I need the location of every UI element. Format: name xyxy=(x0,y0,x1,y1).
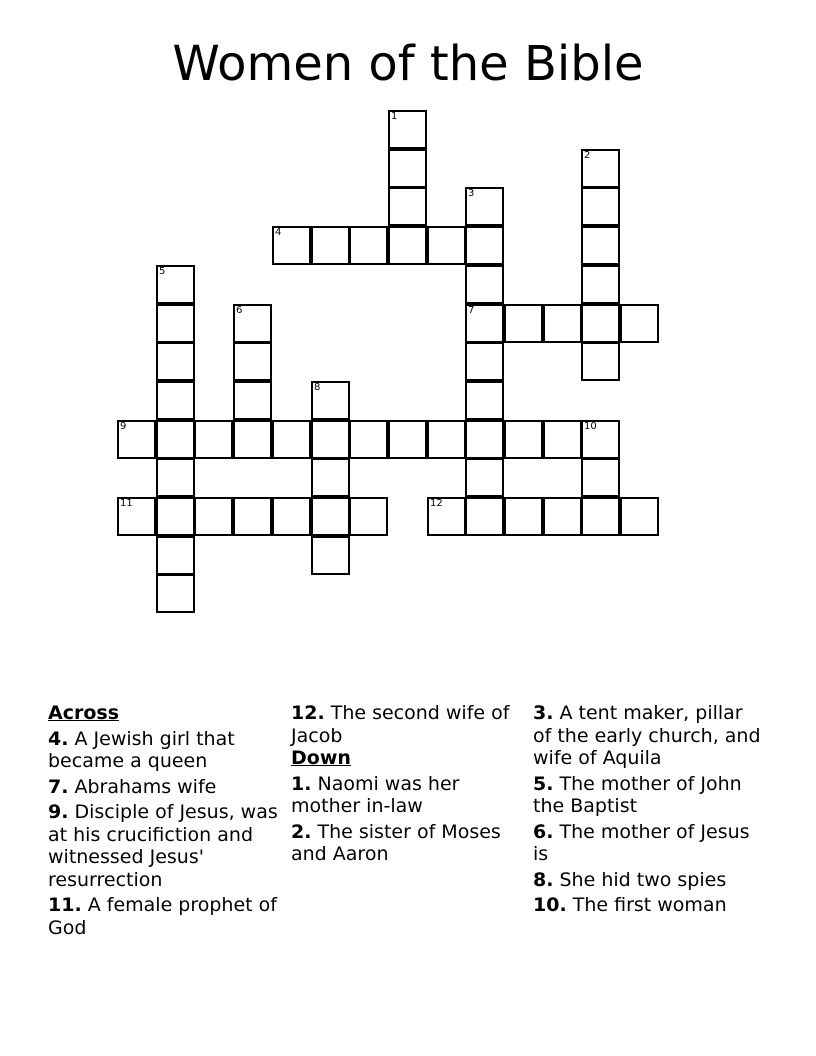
clue-across-9 xyxy=(48,801,288,891)
cell-number: 8 xyxy=(314,382,321,393)
grid-cell[interactable] xyxy=(581,187,620,226)
grid-cell[interactable] xyxy=(504,304,543,343)
grid-cell[interactable] xyxy=(504,420,543,459)
clue-down-3 xyxy=(533,702,763,770)
grid-cell[interactable] xyxy=(156,420,195,459)
clue-number: 4. xyxy=(48,727,69,750)
grid-cell[interactable] xyxy=(156,381,195,420)
clue-text: The mother of John the Baptist xyxy=(533,772,742,817)
clue-down-6 xyxy=(533,821,763,866)
grid-cell[interactable] xyxy=(581,226,620,265)
grid-cell[interactable] xyxy=(388,187,427,226)
grid-cell[interactable] xyxy=(427,497,466,536)
grid-cell[interactable] xyxy=(620,497,659,536)
grid-cell[interactable] xyxy=(543,420,582,459)
clue-across-11 xyxy=(48,894,288,939)
clue-number: 12. xyxy=(291,702,325,724)
grid-cell[interactable] xyxy=(156,536,195,575)
clue-down-10 xyxy=(533,894,763,917)
grid-cell[interactable] xyxy=(388,110,427,149)
clue-number: 10. xyxy=(533,894,567,916)
clue-number: 6. xyxy=(533,820,554,843)
grid-cell[interactable] xyxy=(581,458,620,497)
grid-cell[interactable] xyxy=(543,304,582,343)
grid-cell[interactable] xyxy=(620,304,659,343)
clue-text: Abrahams wife xyxy=(74,775,217,798)
grid-cell[interactable] xyxy=(233,342,272,381)
cell-number: 4 xyxy=(275,227,282,238)
cell-number: 11 xyxy=(120,498,133,509)
grid-cell[interactable] xyxy=(272,420,311,459)
cell-number: 12 xyxy=(430,498,443,509)
grid-cell[interactable] xyxy=(156,497,195,536)
grid-cell[interactable] xyxy=(117,420,156,459)
grid-cell[interactable] xyxy=(156,574,195,613)
grid-cell[interactable] xyxy=(194,497,233,536)
clue-column-2 xyxy=(291,702,513,866)
grid-cell[interactable] xyxy=(349,497,388,536)
clue-text: The mother of Jesus is xyxy=(533,820,750,865)
grid-cell[interactable] xyxy=(427,420,466,459)
clue-text: The sister of Moses and Aaron xyxy=(291,820,501,865)
clue-text: The second wife of Jacob xyxy=(291,702,510,747)
clue-text: The first woman xyxy=(572,894,727,916)
grid-cell[interactable] xyxy=(465,304,504,343)
clue-number: 2. xyxy=(291,820,312,843)
grid-cell[interactable] xyxy=(465,420,504,459)
clue-number: 7. xyxy=(48,775,69,798)
cell-number: 3 xyxy=(468,188,475,199)
grid-cell[interactable] xyxy=(349,226,388,265)
clue-number: 3. xyxy=(533,702,554,724)
grid-cell[interactable] xyxy=(581,420,620,459)
grid-cell[interactable] xyxy=(233,420,272,459)
grid-cell[interactable] xyxy=(504,497,543,536)
clue-down-5 xyxy=(533,773,763,818)
grid-cell[interactable] xyxy=(156,265,195,304)
clue-number: 1. xyxy=(291,772,312,795)
cell-number: 6 xyxy=(236,305,243,316)
grid-cell[interactable] xyxy=(465,187,504,226)
grid-cell[interactable] xyxy=(581,304,620,343)
clue-number: 9. xyxy=(48,801,69,823)
clue-text: She hid two spies xyxy=(559,868,727,891)
grid-cell[interactable] xyxy=(465,342,504,381)
across-heading: Across xyxy=(48,702,120,724)
clue-across-12 xyxy=(291,702,513,747)
grid-cell[interactable] xyxy=(117,497,156,536)
grid-cell[interactable] xyxy=(543,497,582,536)
down-heading: Down xyxy=(291,747,351,769)
cell-number: 9 xyxy=(120,421,127,432)
grid-cell[interactable] xyxy=(272,226,311,265)
clue-text: A female prophet of God xyxy=(48,894,277,939)
clue-text: Naomi was her mother in-law xyxy=(291,772,460,817)
grid-cell[interactable] xyxy=(272,497,311,536)
clue-number: 8. xyxy=(533,868,554,891)
clue-number: 11. xyxy=(48,894,82,916)
grid-cell[interactable] xyxy=(194,420,233,459)
clue-text: Disciple of Jesus, was at his crucifiction and witnessed Jesus' resurrection xyxy=(48,801,278,891)
grid-cell[interactable] xyxy=(581,265,620,304)
clue-down-8 xyxy=(533,869,763,892)
grid-cell[interactable] xyxy=(465,226,504,265)
page-title: Women of the Bible xyxy=(172,36,644,92)
grid-cell[interactable] xyxy=(233,381,272,420)
grid-cell[interactable] xyxy=(465,265,504,304)
clue-column-1 xyxy=(48,702,288,939)
clue-column-3 xyxy=(533,702,763,917)
grid-cell[interactable] xyxy=(311,458,350,497)
grid-cell[interactable] xyxy=(311,420,350,459)
grid-cell[interactable] xyxy=(349,420,388,459)
grid-cell[interactable] xyxy=(233,497,272,536)
grid-cell[interactable] xyxy=(388,226,427,265)
grid-cell[interactable] xyxy=(581,497,620,536)
grid-cell[interactable] xyxy=(156,342,195,381)
grid-cell[interactable] xyxy=(465,497,504,536)
clue-across-7 xyxy=(48,776,288,799)
clue-text: A tent maker, pillar of the early church, and wife of Aquila xyxy=(533,702,761,769)
grid-cell[interactable] xyxy=(465,381,504,420)
cell-number: 1 xyxy=(391,111,398,122)
grid-cell[interactable] xyxy=(581,149,620,188)
grid-cell[interactable] xyxy=(388,149,427,188)
clue-down-1 xyxy=(291,773,513,818)
clue-across-4 xyxy=(48,728,288,773)
cell-number: 7 xyxy=(468,305,475,316)
grid-cell[interactable] xyxy=(427,226,466,265)
grid-cell[interactable] xyxy=(156,304,195,343)
grid-cell[interactable] xyxy=(465,458,504,497)
clue-down-2 xyxy=(291,821,513,866)
grid-cell[interactable] xyxy=(311,536,350,575)
grid-cell[interactable] xyxy=(156,458,195,497)
cell-number: 10 xyxy=(584,421,597,432)
clue-number: 5. xyxy=(533,772,554,795)
grid-cell[interactable] xyxy=(311,381,350,420)
grid-cell[interactable] xyxy=(311,226,350,265)
grid-cell[interactable] xyxy=(311,497,350,536)
grid-cell[interactable] xyxy=(233,304,272,343)
grid-cell[interactable] xyxy=(388,420,427,459)
cell-number: 5 xyxy=(159,266,166,277)
cell-number: 2 xyxy=(584,150,591,161)
clue-text: A Jewish girl that became a queen xyxy=(48,727,235,772)
grid-cell[interactable] xyxy=(581,342,620,381)
